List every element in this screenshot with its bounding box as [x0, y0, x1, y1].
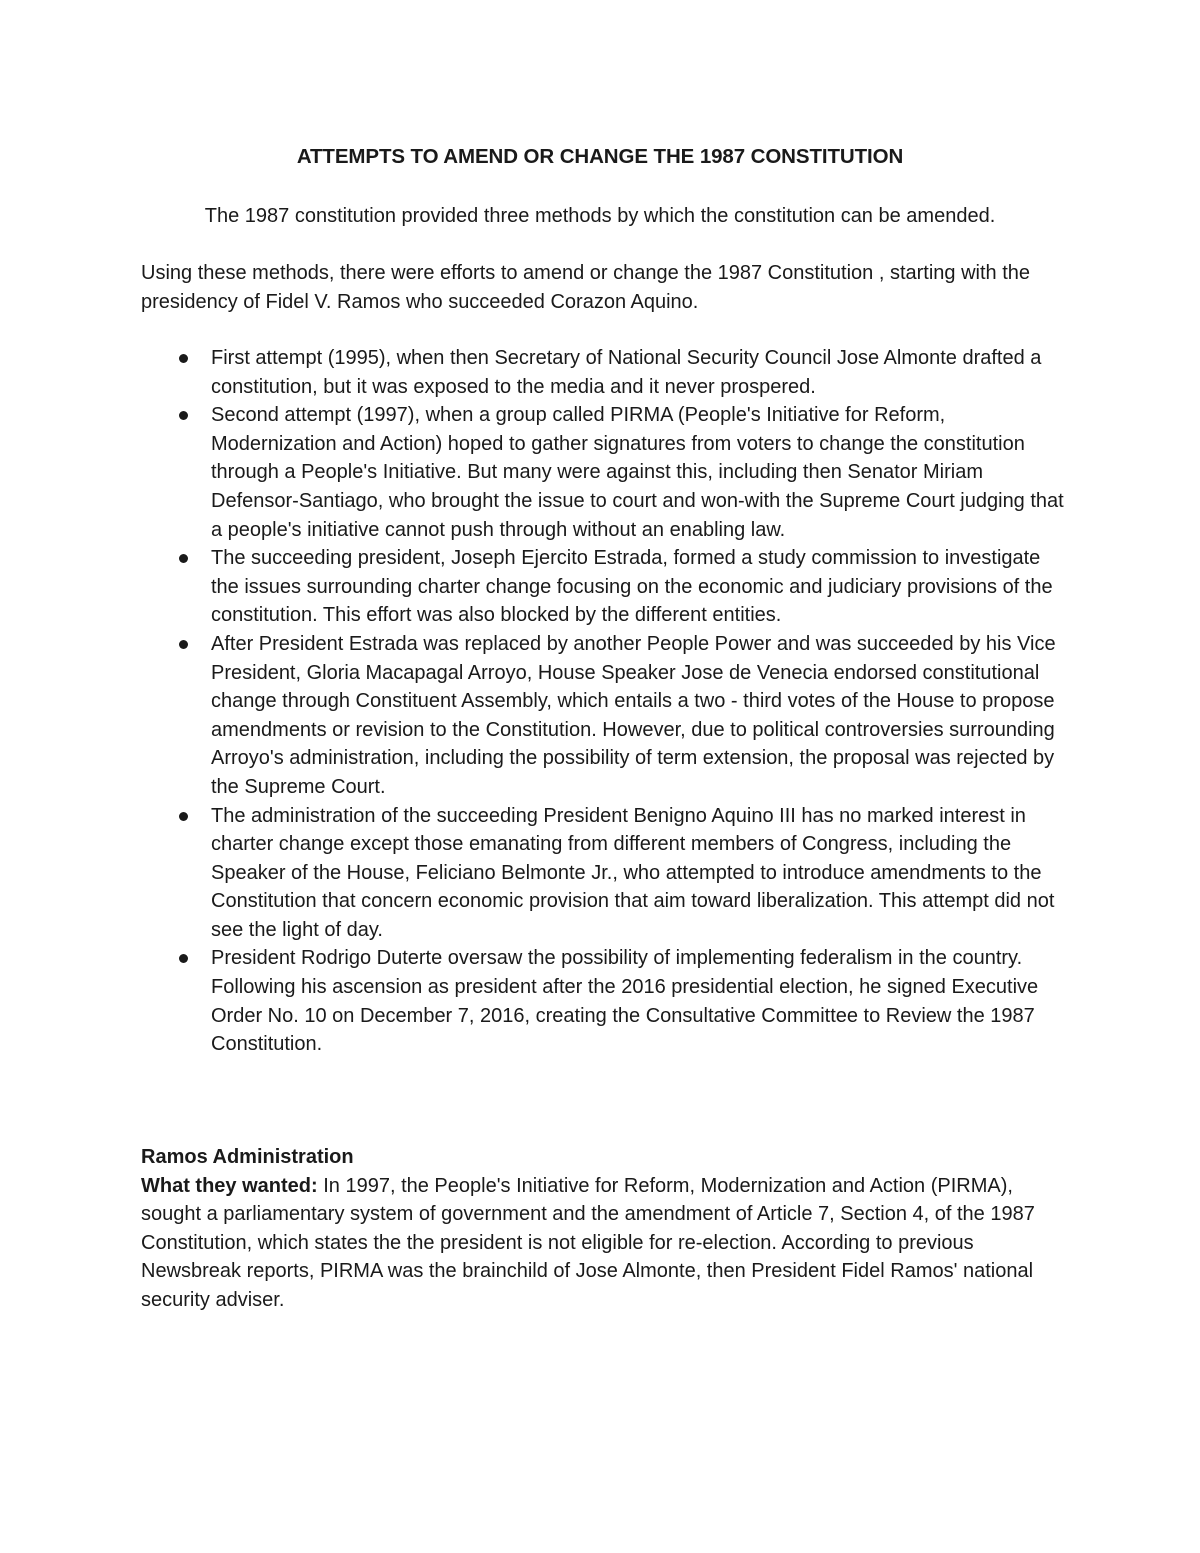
document-title: ATTEMPTS TO AMEND OR CHANGE THE 1987 CONSTITUTION — [296, 145, 904, 168]
list-item-text: Second attempt (1997), when a group called PIRMA (People's Initiative for Reform, Modernization and Action) hoped to gather signatures from voters to change the constitution through a People's Initiative. But many were against this, including then Senator Miriam Defensor-Santiago, who brought the issue to court and won-with the Supreme Court judging that a people's initiative cannot push through without an enabling law. — [211, 404, 1064, 541]
section-paragraph-text: In 1997, the People's Initiative for Reform, Modernization and Action (PIRMA), sought a parliamentary system of government and the amendment of Article 7, Section 4, of the 1987 Constitution, which states the the president is not eligible for re-election. According to previous Newsbreak reports, PIRMA was the brainchild of Jose Almonte, then President Fidel Ramos' national security adviser. — [141, 1174, 1035, 1311]
list-item — [211, 344, 1071, 401]
list-item — [211, 544, 1071, 630]
list-item-text: First attempt (1995), when then Secretary of National Security Council Jose Almonte drafted a constitution, but it was exposed to the media and it never prospered. — [211, 347, 1042, 398]
list-item — [211, 630, 1071, 802]
list-item — [211, 401, 1071, 544]
list-item — [211, 802, 1071, 945]
list-item-text: President Rodrigo Duterte oversaw the possibility of implementing federalism in the country. Following his ascension as president after the 2016 presidential election, he signed Executive Order No. 10 on December 7, 2016, creating the Consultative Committee to Review the 1987 Constitution. — [211, 947, 1039, 1056]
bullet-icon — [179, 640, 188, 649]
bullet-icon — [179, 554, 188, 563]
ramos-administration-section — [141, 1143, 1041, 1315]
list-item-text: The administration of the succeeding President Benigno Aquino III has no marked interest in charter change except those emanating from different members of Congress, including the Speaker of the House, Feliciano Belmonte Jr., who attempted to introduce amendments to the Constitution that concern economic provision that aim toward liberalization. This attempt did not see the light of day. — [211, 804, 1055, 941]
list-item-text: The succeeding president, Joseph Ejercito Estrada, formed a study commission to investigate the issues surrounding charter change focusing on the economic and judiciary provisions of the constitution. This effort was also blocked by the different entities. — [211, 547, 1053, 627]
bullet-icon — [179, 954, 188, 963]
attempts-list — [211, 344, 1071, 1059]
section-paragraph — [141, 1172, 1041, 1315]
section-heading: Ramos Administration — [141, 1146, 354, 1168]
bullet-icon — [179, 812, 188, 821]
list-item — [211, 944, 1071, 1058]
intro-paragraph: The 1987 constitution provided three methods by which the constitution can be amended. — [204, 205, 996, 227]
bullet-icon — [179, 411, 188, 420]
methods-paragraph: Using these methods, there were efforts to amend or change the 1987 Constitution , starting with the presidency of Fidel V. Ramos who succeeded Corazon Aquino. — [141, 262, 1031, 313]
bullet-icon — [179, 354, 188, 363]
list-item-text: After President Estrada was replaced by another People Power and was succeeded by his Vice President, Gloria Macapagal Arroyo, House Speaker Jose de Venecia endorsed constitutional change through Constituent Assembly, which entails a two - third votes of the House to propose amendments or revision to the Constitution. However, due to political controversies surrounding Arroyo's administration, including the possibility of term extension, the proposal was rejected by the Supreme Court. — [211, 632, 1056, 798]
what-they-wanted-label: What they wanted: — [141, 1174, 318, 1197]
